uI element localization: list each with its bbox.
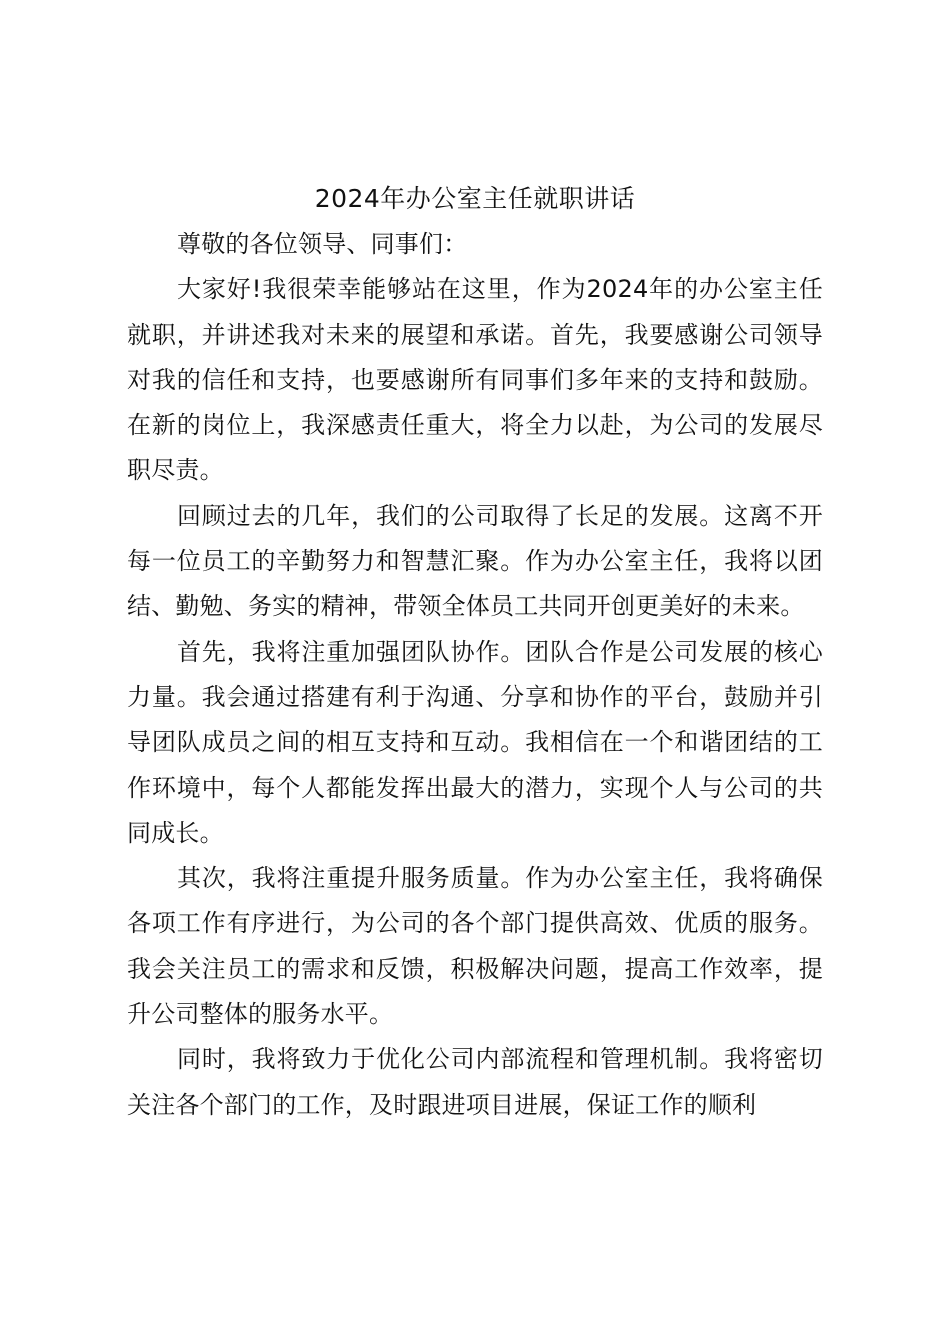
body-paragraph: 回顾过去的几年，我们的公司取得了长足的发展。这离不开每一位员工的辛勤努力和智慧汇聚。作为办公室主任，我将以团结、勤勉、务实的精神，带领全体员工共同开创更美好的未来。 xyxy=(127,501,823,621)
salutation-paragraph: 尊敬的各位领导、同事们： xyxy=(177,230,468,258)
document-title: 2024年办公室主任就职讲话 xyxy=(314,184,636,213)
document-body xyxy=(127,222,823,1128)
body-paragraph: 大家好!我很荣幸能够站在这里，作为2024年的办公室主任就职，并讲述我对未来的展望和承诺。首先，我要感谢公司领导对我的信任和支持，也要感谢所有同事们多年来的支持和鼓励。在新的岗位上，我深感责任重大，将全力以赴，为公司的发展尽职尽责。 xyxy=(127,275,823,485)
body-paragraph: 同时，我将致力于优化公司内部流程和管理机制。我将密切关注各个部门的工作，及时跟进项目进展，保证工作的顺利 xyxy=(127,1045,823,1119)
body-paragraph: 其次，我将注重提升服务质量。作为办公室主任，我将确保各项工作有序进行，为公司的各个部门提供高效、优质的服务。我会关注员工的需求和反馈，积极解决问题，提高工作效率，提升公司整体的服务水平。 xyxy=(127,864,823,1029)
body-paragraph: 首先，我将注重加强团队协作。团队合作是公司发展的核心力量。我会通过搭建有利于沟通、分享和协作的平台，鼓励并引导团队成员之间的相互支持和互动。我相信在一个和谐团结的工作环境中，每个人都能发挥出最大的潜力，实现个人与公司的共同成长。 xyxy=(127,637,823,847)
